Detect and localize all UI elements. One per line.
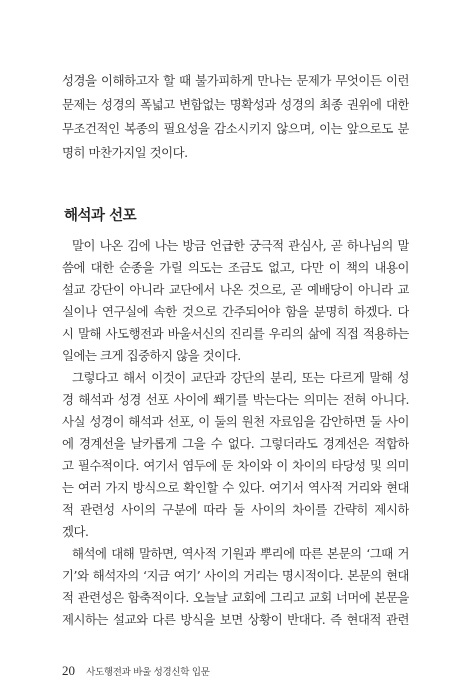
paragraph-line: 실이나 연구실에 속한 것으로 간주되어야 함을 분명히 하겠다. 다 bbox=[62, 304, 409, 319]
paragraph-line: 적 관련성은 함축적이다. 오늘날 교회에 그리고 교회 너머에 본문을 bbox=[62, 590, 409, 605]
paragraph-line: 말이 나온 김에 나는 방금 언급한 궁극적 관심사, 곧 하나님의 말 bbox=[72, 238, 409, 253]
paragraph-line: 시 말해 사도행전과 바울서신의 진리를 우리의 삶에 직접 적용하는 bbox=[62, 326, 409, 341]
paragraph-line: 고 필수적이다. 여기서 염두에 둔 차이와 이 차이의 타당성 및 의미 bbox=[62, 458, 409, 473]
paragraph-line: 에 경계선을 날카롭게 그을 수 없다. 그렇더라도 경계선은 적합하 bbox=[62, 436, 409, 451]
section-heading: 해석과 선포 bbox=[64, 208, 137, 224]
page-footer bbox=[62, 660, 210, 679]
paragraph-line: 겠다. bbox=[62, 524, 89, 539]
paragraph-line: 일에는 크게 집중하지 않을 것이다. bbox=[62, 348, 241, 363]
running-title: 사도행전과 바울 성경신학 입문 bbox=[86, 667, 210, 678]
paragraph-line: 그렇다고 해서 이것이 교단과 강단의 분리, 또는 다르게 말해 성 bbox=[72, 370, 409, 385]
paragraph-line: 씀에 대한 순종을 가릴 의도는 조금도 없고, 다만 이 책의 내용이 bbox=[62, 260, 409, 275]
paragraph-line: 무조건적인 복종의 필요성을 감소시키지 않으며, 이는 앞으로도 분 bbox=[62, 121, 409, 136]
paragraph-line: 기’와 해석자의 ‘지금 여기’ 사이의 거리는 명시적이다. 본문의 현대 bbox=[62, 568, 409, 583]
paragraph-line: 설교 강단이 아니라 교단에서 나온 것으로, 곧 예배당이 아니라 교 bbox=[62, 282, 409, 297]
paragraph-line: 해석에 대해 말하면, 역사적 기원과 뿌리에 따른 본문의 ‘그때 거 bbox=[72, 546, 409, 561]
paragraph-line: 적 관련성 사이의 구분에 따라 둘 사이의 차이를 간략히 제시하 bbox=[62, 502, 409, 517]
paragraph-line: 사실 성경이 해석과 선포, 이 둘의 원천 자료임을 감안하면 둘 사이 bbox=[62, 414, 409, 429]
page-number: 20 bbox=[62, 663, 75, 678]
paragraph-line: 문제는 성경의 폭넓고 변함없는 명확성과 성경의 최종 권위에 대한 bbox=[62, 97, 409, 112]
paragraph-line: 성경을 이해하고자 할 때 불가피하게 만나는 문제가 무엇이든 이런 bbox=[62, 73, 409, 88]
paragraph-line: 경 해석과 성경 선포 사이에 쐐기를 박는다는 의미는 전혀 아니다. bbox=[62, 392, 409, 407]
paragraph-line: 제시하는 설교와 다른 방식을 보면 상황이 반대다. 즉 현대적 관련 bbox=[62, 612, 409, 627]
paragraph-line: 는 여러 가지 방식으로 확인할 수 있다. 여기서 역사적 거리와 현대 bbox=[62, 480, 409, 495]
paragraph-line: 명히 마찬가지일 것이다. bbox=[62, 145, 188, 160]
